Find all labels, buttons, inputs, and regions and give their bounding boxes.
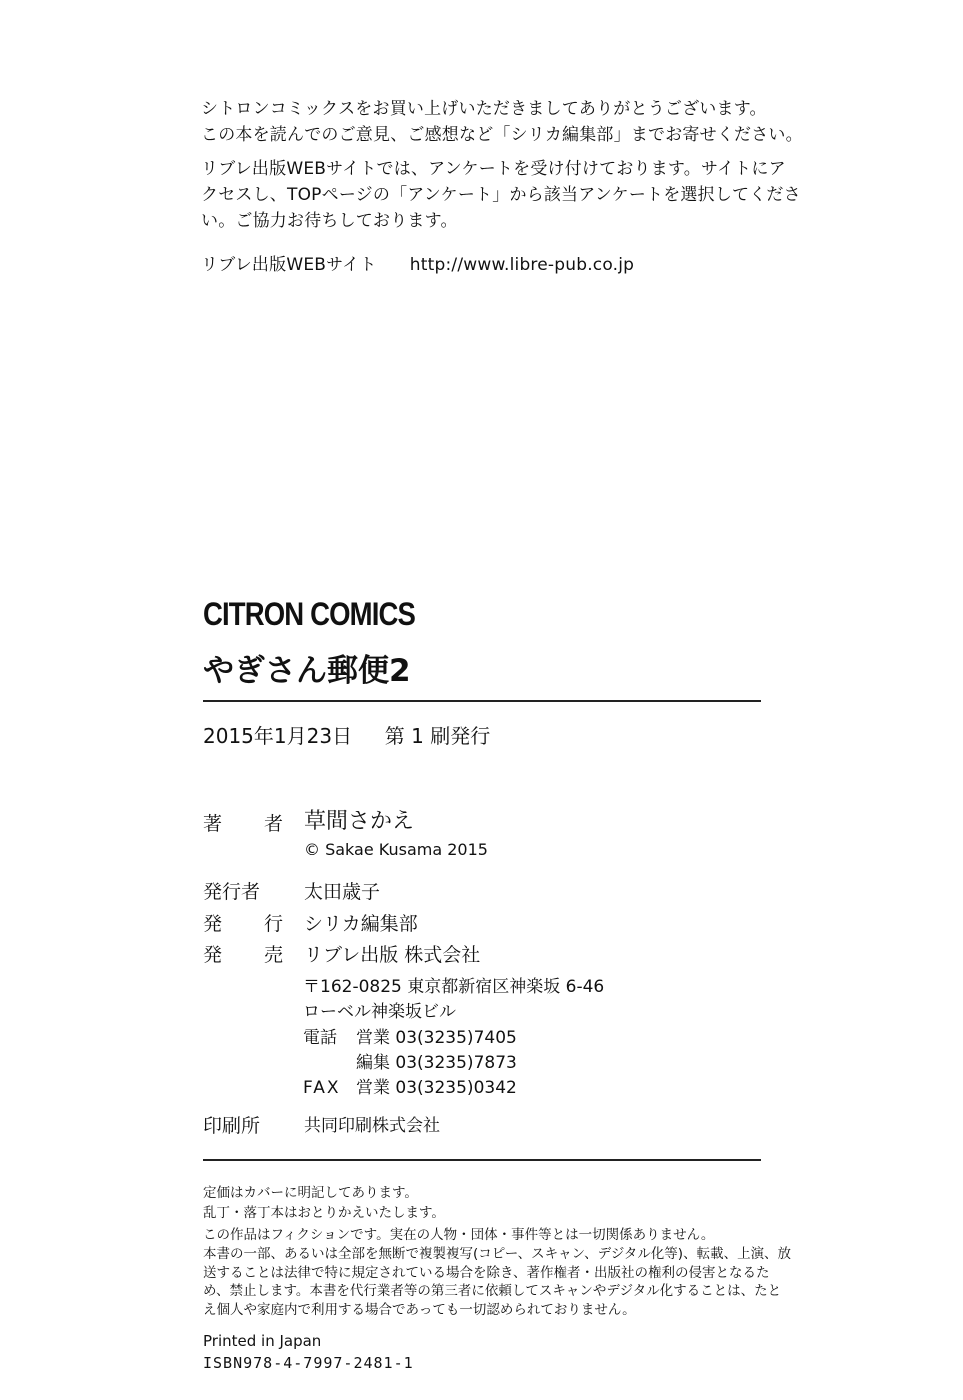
website-url[interactable]: http://www.libre-pub.co.jp — [409, 255, 635, 275]
seller-label: 発 売 — [203, 944, 302, 966]
printed-in: Printed in Japan — [203, 1332, 322, 1350]
survey-line: リブレ出版WEBサイトでは、アンケートを受け付けております。サイトにア — [201, 159, 786, 179]
divider-bottom — [203, 1159, 761, 1161]
publisher-name: シリカ編集部 — [304, 913, 418, 935]
publisher-label: 発 行 — [203, 913, 302, 935]
publication-edition: 第 1 刷発行 — [384, 724, 491, 748]
note-copyright-line: 送することは法律で特に規定されている場合を除き、著作権者・出版社の権利の侵害となるた — [203, 1264, 770, 1281]
copyright-notice: © Sakae Kusama 2015 — [304, 840, 488, 859]
address-line-1: 〒162-0825 東京都新宿区神楽坂 6-46 — [303, 977, 605, 997]
website-line — [201, 252, 634, 278]
note-copyright — [203, 1245, 791, 1319]
brand-name: CITRON COMICS — [203, 596, 416, 632]
author-name: 草間さかえ — [304, 809, 415, 834]
divider-top — [203, 700, 761, 702]
printer-label: 印刷所 — [203, 1115, 261, 1137]
note-price: 定価はカバーに明記してあります。 — [203, 1185, 418, 1201]
author-label: 著 者 — [203, 813, 302, 835]
publication-line — [203, 720, 490, 749]
seller-name: リブレ出版 株式会社 — [304, 944, 481, 966]
fax-label: FAX — [303, 1078, 341, 1098]
intro-text — [201, 96, 803, 148]
note-fiction: この作品はフィクションです。実在の人物・団体・事件等とは一切関係ありません。 — [203, 1227, 715, 1243]
publication-date: 2015年1月23日 — [203, 724, 353, 748]
issuer-name: 太田歳子 — [304, 881, 381, 903]
book-title: やぎさん郵便2 — [203, 653, 411, 689]
isbn: ISBN978-4-7997-2481-1 — [203, 1354, 414, 1372]
phone-label: 電話 — [303, 1028, 337, 1048]
address-line-2: ローベル神楽坂ビル — [303, 1002, 456, 1022]
phone-editorial: 編集 03(3235)7873 — [356, 1053, 517, 1073]
intro-line: シトロンコミックスをお買い上げいただきましてありがとうございます。 — [201, 99, 767, 119]
note-copyright-line: 本書の一部、あるいは全部を無断で複製複写(コピー、スキャン、デジタル化等)、転載、上演、放 — [203, 1246, 792, 1262]
note-copyright-line: え個人や家庭内で利用する場合であっても一切認められておりません。 — [203, 1301, 636, 1318]
survey-text — [201, 156, 801, 234]
survey-line: クセスし、TOPページの「アンケート」から該当アンケートを選択してくださ — [201, 185, 801, 205]
fax-sales: 営業 03(3235)0342 — [356, 1078, 517, 1098]
website-label: リブレ出版WEBサイト — [201, 255, 377, 275]
survey-line: い。ご協力お待ちしております。 — [201, 211, 458, 231]
intro-line: この本を読んでのご意見、ご感想など「シリカ編集部」までお寄せください。 — [201, 125, 803, 145]
note-exchange: 乱丁・落丁本はおとりかえいたします。 — [203, 1205, 445, 1221]
note-copyright-line: め、禁止します。本書を代行業者等の第三者に依頼してスキャンやデジタル化することは、たと — [203, 1283, 782, 1300]
issuer-label: 発行者 — [203, 881, 261, 903]
printer-name: 共同印刷株式会社 — [304, 1116, 440, 1136]
phone-sales: 営業 03(3235)7405 — [356, 1028, 517, 1048]
